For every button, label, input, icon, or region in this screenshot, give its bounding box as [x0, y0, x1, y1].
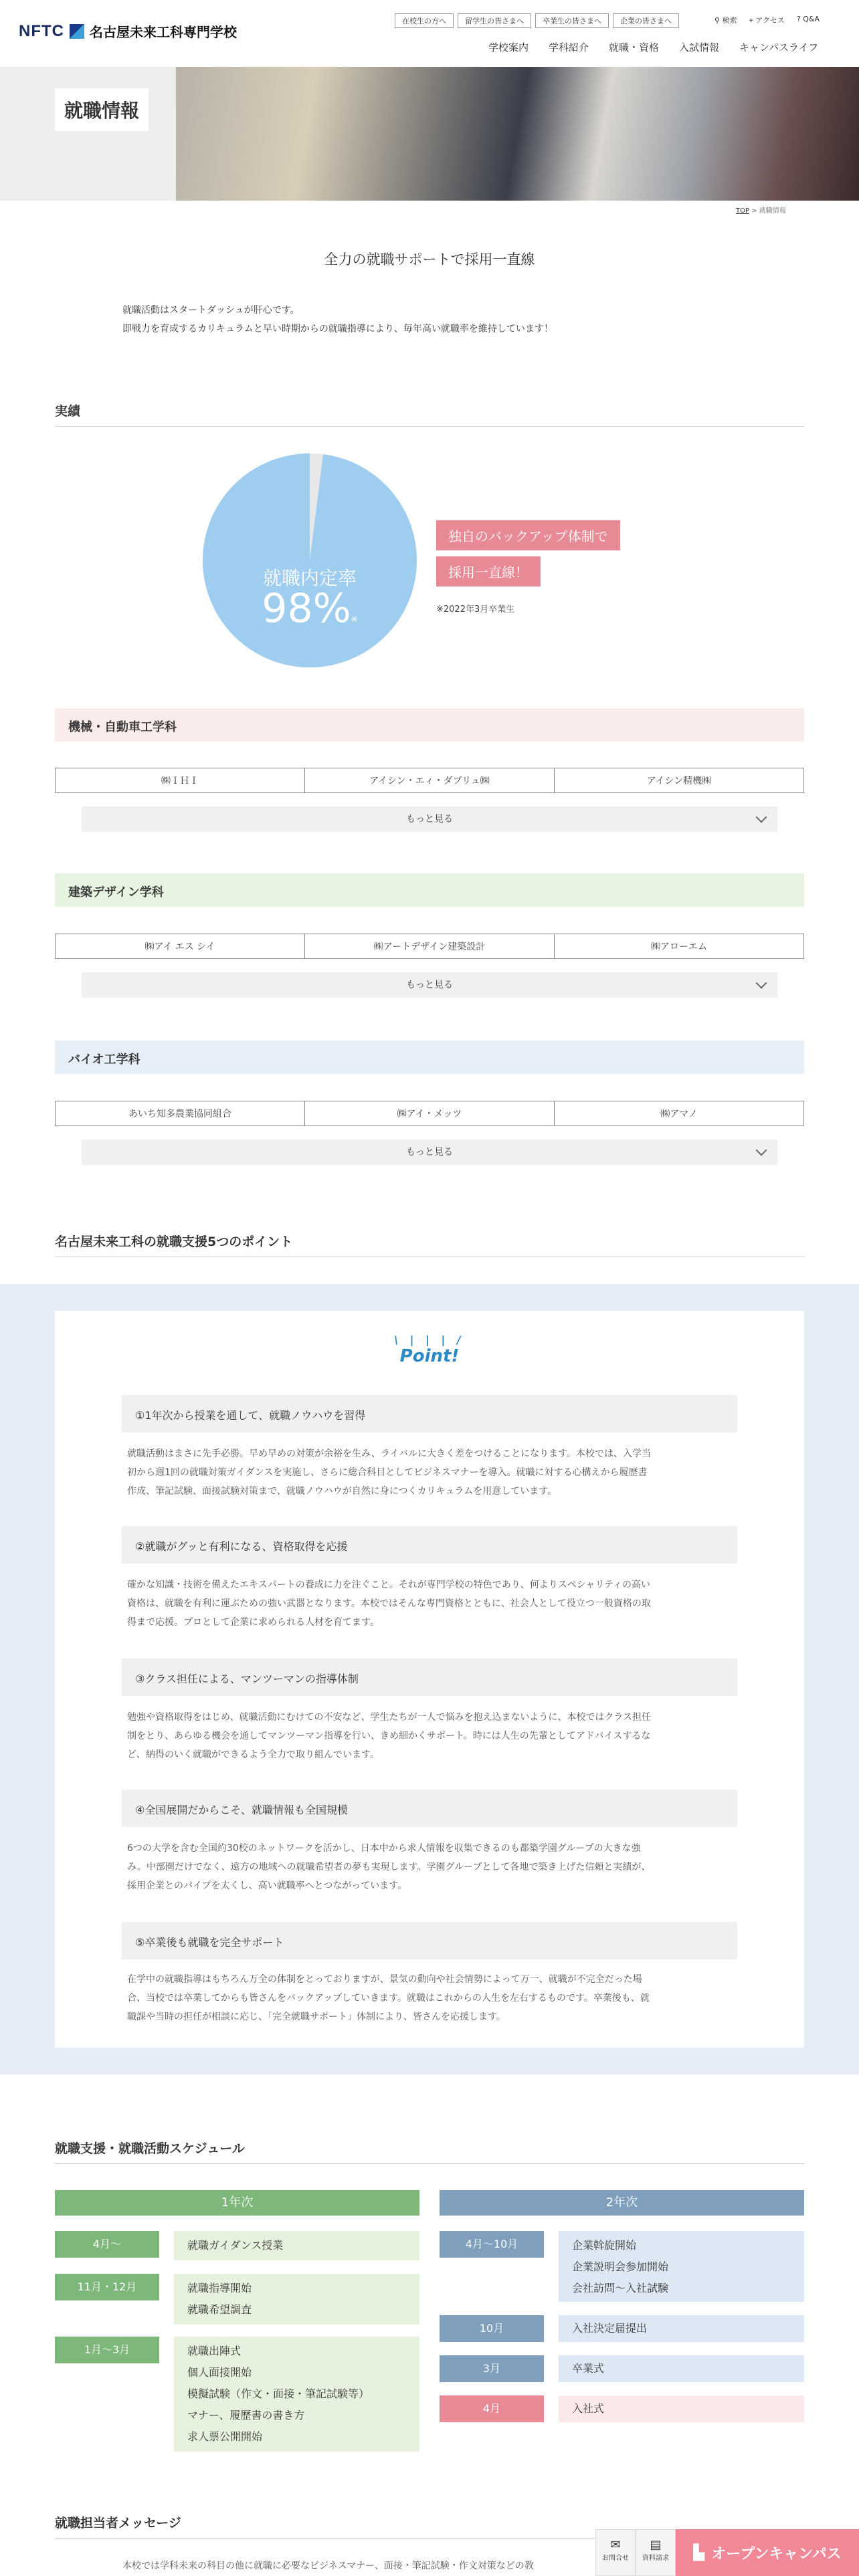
nav-career[interactable]: 就職・資格 [609, 41, 660, 53]
point-sparkle-icon: \ | | | / [394, 1333, 465, 1346]
results-heading: 実績 [55, 401, 804, 427]
badge-backup: 独自のバックアップ体制で [436, 520, 620, 550]
company-list-mechanical [55, 768, 804, 793]
company-cell: ㈱アイ・メッツ [305, 1101, 555, 1125]
schedule-events: 就職出陣式 個人面接開始 模擬試験（作文・面接・筆記試験等） マナー、履歴書の書き方 求人票公開開始 [174, 2337, 419, 2452]
pie-label: 就職内定率 [262, 567, 357, 589]
util-link-international[interactable]: 留学生の皆さまへ [458, 13, 531, 28]
nav-departments[interactable]: 学科紹介 [549, 41, 589, 53]
schedule-events: 入社決定届提出 [559, 2315, 804, 2342]
hero-banner [0, 67, 859, 201]
point-title-2: ②就職がグッと有利になる、資格取得を応援 [122, 1526, 737, 1564]
dept-mechanical: 機械・自動車工学科 [55, 708, 804, 742]
schedule-period: 4月 [440, 2395, 544, 2422]
schedule-period: 3月 [440, 2355, 544, 2382]
point-body-2: 確かな知識・技術を備えたエキスパートの養成に力を注ぐこと。それが専門学校の特色であり、何よりスペシャリティの高い 資格は、就職を有利に運ぶための強い武器となります。本校ではそんな専門資格とともに、社会人として役立つ一般資格の取 得まで応援。プロとして企業に求められる人材を育てます。 [127, 1580, 651, 1628]
company-list-bio [55, 1101, 804, 1126]
search-link[interactable]: ⚲ 検索 [714, 16, 737, 25]
schedule-events: 入社式 [559, 2395, 804, 2422]
hero-photo [176, 67, 859, 201]
company-cell: ㈱アマノ [660, 1109, 698, 1119]
more-button-architecture[interactable]: もっと見る [82, 972, 777, 998]
contact-button[interactable]: ✉ お問合せ [595, 2529, 636, 2576]
chevron-down-icon [756, 812, 767, 823]
schedule-heading: 就職支援・就職活動スケジュール [55, 2139, 804, 2164]
dept-architecture: 建築デザイン学科 [55, 873, 804, 907]
company-cell: ㈱アローエム [651, 942, 707, 952]
more-button-bio[interactable]: もっと見る [82, 1140, 777, 1165]
schedule-period: 4月～10月 [440, 2231, 544, 2258]
year1-header: 1年次 [55, 2190, 419, 2216]
intro-title: 全力の就職サポートで採用一直線 [324, 251, 535, 267]
company-cell: アイシン精機㈱ [646, 776, 712, 786]
results-note: ※2022年3月卒業生 [436, 605, 515, 615]
intro-text: 就職活動はスタートダッシュが肝心です。 即戦力を育成するカリキュラムと早い時期からの就職指導により、毎年高い就職率を維持しています！ [122, 305, 553, 334]
schedule-events: 就職ガイダンス授業 [174, 2231, 419, 2260]
badge-employment: 採用一直線！ [436, 556, 541, 586]
open-campus-button[interactable]: ▙ オープンキャンパス [676, 2529, 859, 2576]
schedule-period: 4月～ [55, 2231, 159, 2258]
qa-link[interactable]: ? Q&A [796, 15, 820, 23]
point-title-3: ③クラス担任による、マンツーマンの指導体制 [122, 1658, 737, 1696]
chevron-down-icon [756, 978, 767, 989]
message-text: 本校では学科未来の科目の他に就職に必要なビジネスマナー、面接・筆記試験・作文対策などの教 [122, 2561, 534, 2571]
nav-admissions[interactable]: 入試情報 [679, 41, 720, 53]
schedule-period: 1月～3月 [55, 2337, 159, 2363]
company-list-architecture [55, 934, 804, 959]
dept-bio: バイオ工学科 [55, 1041, 804, 1074]
global-nav [488, 40, 818, 54]
company-cell: ㈱アイ エス シイ [56, 934, 305, 958]
schedule-period: 11月・12月 [55, 2274, 159, 2300]
search-icon: ⚲ [714, 16, 721, 25]
employment-rate-pie [201, 451, 419, 669]
point-body-1: 就職活動はまさに先手必勝。早め早めの対策が余裕を生み、ライバルに大きく差をつけることになります。本校では、入学当 初から週1回の就職対策ガイダンスを実施し、さらに総合科目としてビジネスマナーを導入。就職に対する心構えから履歴書 作成、筆記試験、面接試験対策まで、就職ノウハウが自然に身につくカリキュラムを用意しています。 [127, 1448, 652, 1497]
schedule-events: 企業斡旋開始 企業説明会参加開始 会社訪問～入社試験 [559, 2231, 804, 2302]
school-name: 名古屋未来工科専門学校 [89, 24, 237, 40]
site-logo[interactable] [19, 21, 237, 41]
company-cell: ㈱アートデザイン建築設計 [305, 934, 555, 958]
company-cell: ㈱ＩＨＩ [56, 768, 305, 792]
more-button-mechanical[interactable]: もっと見る [82, 807, 777, 832]
logo-flag-icon [70, 24, 84, 39]
utility-links [395, 13, 679, 28]
points-heading: 名古屋未来工科の就職支援5つのポイント [55, 1232, 804, 1257]
pin-icon: ⌖ [749, 16, 753, 25]
schedule-period: 10月 [440, 2315, 544, 2342]
point-body-4: 6つの大学を含む全国約30校のネットワークを活かし、日本中から求人情報を収集できるのも都築学園グループの大きな強 み。中部圏だけでなく、遠方の地域への就職希望者の夢も実現します。学園グループとして各地で築き上げた信頼と実績が、 採用企業とのパイプを太くし、高い就職率へとつながっています。 [127, 1843, 651, 1891]
utility-icons [714, 15, 820, 25]
pie-svg [201, 451, 419, 669]
pie-slice [203, 453, 417, 667]
util-link-students[interactable]: 在校生の方へ [395, 13, 454, 28]
question-icon: ? [796, 15, 801, 23]
logo-mark: NFTC [19, 21, 64, 40]
point-title-5: ⑤卒業後も就職を完全サポート [122, 1922, 737, 1959]
pie-value: 98%※ [262, 585, 358, 632]
nav-campus-life[interactable]: キャンパスライフ [739, 41, 819, 53]
year2-header: 2年次 [440, 2190, 804, 2216]
point-title-4: ④全国展開だからこそ、就職情報も全国規模 [122, 1790, 737, 1827]
message-heading: 就職担当者メッセージ [55, 2513, 804, 2539]
chevron-down-icon [756, 1145, 767, 1156]
point-badge: \ | | | / Point! [389, 1333, 470, 1366]
schedule-events: 就職指導開始 就職希望調査 [174, 2274, 419, 2325]
mail-icon: ✉ [610, 2538, 621, 2552]
util-link-companies[interactable]: 企業の皆さまへ [613, 13, 679, 28]
point-title-1: ①1年次から授業を通して、就職ノウハウを習得 [122, 1395, 737, 1432]
breadcrumb: TOP > 就職情報 [736, 207, 786, 215]
page-title: 就職情報 [55, 88, 149, 131]
util-link-alumni[interactable]: 卒業生の皆さまへ [535, 13, 609, 28]
site-header [0, 0, 859, 67]
building-icon: ▙ [693, 2544, 705, 2561]
breadcrumb-top[interactable]: TOP [736, 207, 750, 215]
access-link[interactable]: ⌖ アクセス [749, 16, 785, 25]
nav-about[interactable]: 学校案内 [488, 41, 529, 53]
schedule-events: 卒業式 [559, 2355, 804, 2382]
company-cell: あいち知多農業協同組合 [56, 1101, 305, 1125]
point-body-3: 勉強や資格取得をはじめ、就職活動にむけての不安など、学生たちが一人で悩みを抱え込まないように、本校ではクラス担任 制をとり、あらゆる機会を通してマンツーマン指導を行い、きめ細かくサポート。時には人生の先輩としてアドバイスするな ど、納得のいく就職ができるよう全力で取り組んでいます。 [127, 1712, 652, 1760]
company-cell: アイシン・エィ・ダブリュ㈱ [305, 768, 555, 792]
brochure-button[interactable]: ▤ 資料請求 [636, 2529, 676, 2576]
document-icon: ▤ [650, 2538, 662, 2552]
breadcrumb-current: 就職情報 [759, 207, 786, 215]
fixed-footer-bar [595, 2529, 859, 2576]
point-body-5: 在学中の就職指導はもちろん万全の体制をとっておりますが、景気の動向や社会情勢によって万一、就職が不完全だった場 合、当校では卒業してからも皆さんをバックアップしていきます。就職はこれからの人生を左右するものです。卒業後も、就 職課や当時の担任が相談に応じ、「完全就職サポート」体制により、皆さんを応援します。 [127, 1974, 650, 2022]
